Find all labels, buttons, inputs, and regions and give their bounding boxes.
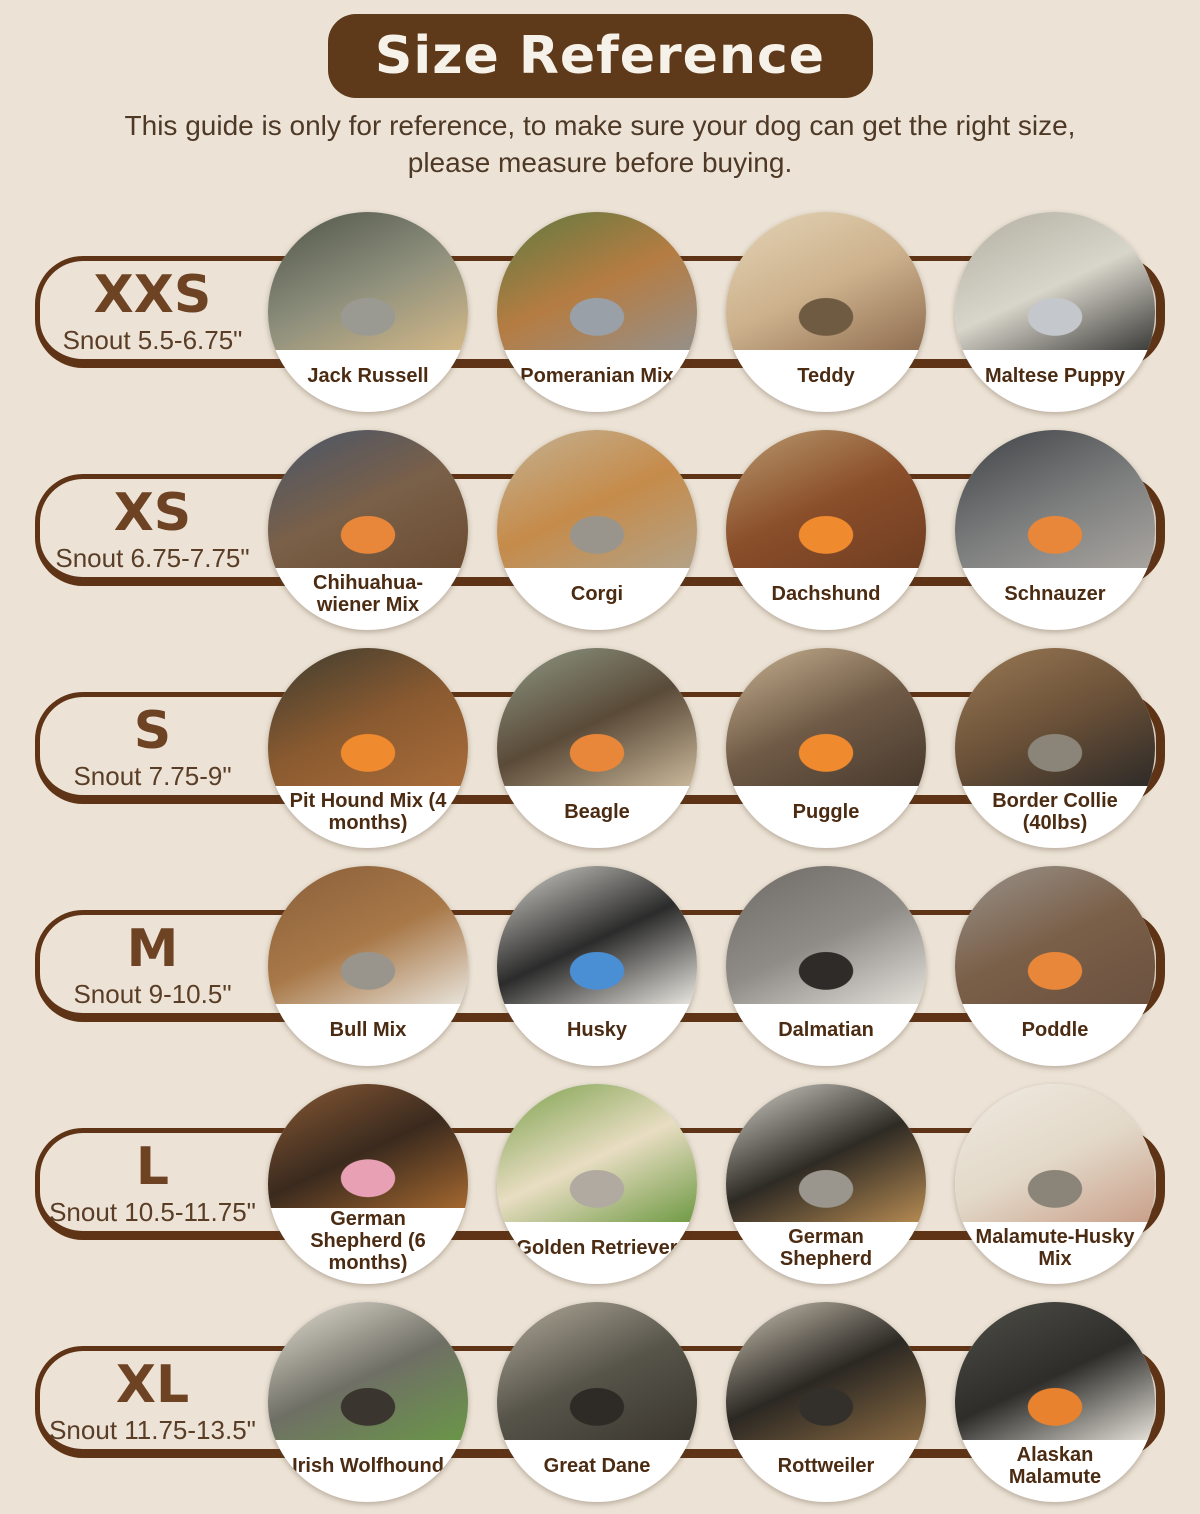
page-header <box>0 14 1200 182</box>
dog-card <box>497 866 697 1066</box>
dog-name: Great Dane <box>543 1455 651 1477</box>
dog-name: Beagle <box>564 801 630 823</box>
dog-name: Jack Russell <box>307 365 429 387</box>
dog-card <box>955 648 1155 848</box>
dog-name: Malamute-Husky Mix <box>975 1226 1135 1270</box>
dog-card <box>268 866 468 1066</box>
size-row-xs <box>0 422 1200 640</box>
dog-card <box>726 212 926 412</box>
dog-name: Pit Hound Mix (4 months) <box>289 790 447 834</box>
dog-name: Border Collie (40lbs) <box>992 790 1118 834</box>
dog-card <box>955 430 1155 630</box>
dog-name: Alaskan Malamute <box>1008 1444 1102 1488</box>
dog-name: Chihuahua-wiener Mix <box>313 572 423 616</box>
dog-photo <box>726 866 926 1004</box>
dog-card <box>268 430 468 630</box>
dog-photo <box>955 1302 1155 1440</box>
size-label-box <box>40 910 265 1022</box>
size-label-box <box>40 1346 265 1458</box>
size-row-m <box>0 858 1200 1076</box>
dog-card <box>268 1084 468 1284</box>
dog-photo <box>955 212 1155 350</box>
dog-photo <box>268 1084 468 1208</box>
dog-photo <box>497 1302 697 1440</box>
dog-name: Schnauzer <box>1004 583 1106 605</box>
dog-card <box>726 866 926 1066</box>
dog-photo <box>497 866 697 1004</box>
size-row-l <box>0 1076 1200 1294</box>
dog-photo <box>955 866 1155 1004</box>
dog-name: Pomeranian Mix <box>520 365 674 387</box>
dog-card <box>268 648 468 848</box>
dog-photo <box>726 430 926 568</box>
dog-card <box>726 648 926 848</box>
size-label: XXS <box>93 264 212 325</box>
dog-card <box>726 1084 926 1284</box>
dog-name: Irish Wolfhound <box>292 1455 444 1477</box>
size-label-box <box>40 474 265 586</box>
dog-card <box>726 1302 926 1502</box>
size-row-xl <box>0 1294 1200 1512</box>
dog-name: Bull Mix <box>329 1019 407 1041</box>
subtitle-line-1: This guide is only for reference, to make sure your dog can get the right size, <box>124 110 1076 141</box>
size-label-box <box>40 256 265 368</box>
size-rows <box>0 204 1200 1512</box>
size-label: L <box>135 1136 170 1197</box>
dog-name: Poddle <box>1021 1019 1089 1041</box>
dog-card <box>497 430 697 630</box>
dog-name: German Shepherd (6 months) <box>310 1208 426 1274</box>
dog-name: Maltese Puppy <box>984 365 1126 387</box>
subtitle-line-2: please measure before buying. <box>407 146 793 178</box>
dog-photo <box>955 430 1155 568</box>
dog-card <box>955 212 1155 412</box>
dog-name: Teddy <box>797 365 855 387</box>
dog-photo <box>268 648 468 786</box>
dog-photo <box>497 212 697 350</box>
dog-name: German Shepherd <box>779 1226 873 1270</box>
size-label-box <box>40 692 265 804</box>
dog-photo <box>268 1302 468 1440</box>
dog-card <box>955 866 1155 1066</box>
page-title: Size Reference <box>374 26 826 86</box>
dog-name: Husky <box>566 1019 628 1041</box>
dog-photo <box>497 648 697 786</box>
size-label: S <box>133 700 172 761</box>
dog-card <box>497 212 697 412</box>
page-subtitle <box>0 108 1200 182</box>
size-row-xxs <box>0 204 1200 422</box>
snout-range: Snout 5.5-6.75" <box>62 324 243 355</box>
dog-name: Puggle <box>792 801 860 823</box>
dog-photo <box>497 1084 697 1222</box>
snout-range: Snout 11.75-13.5" <box>49 1414 256 1445</box>
dog-photo <box>955 1084 1155 1222</box>
snout-range: Snout 6.75-7.75" <box>55 542 250 573</box>
dog-name: Dachshund <box>771 583 881 605</box>
dog-photo <box>497 430 697 568</box>
dog-card <box>497 1302 697 1502</box>
dog-card <box>955 1084 1155 1284</box>
snout-range: Snout 7.75-9" <box>73 760 232 791</box>
dog-name: Corgi <box>570 583 624 605</box>
size-label-box <box>40 1128 265 1240</box>
dog-card <box>955 1302 1155 1502</box>
dog-photo <box>268 866 468 1004</box>
title-banner <box>328 14 873 98</box>
dog-photo <box>268 430 468 568</box>
dog-photo <box>726 212 926 350</box>
size-label: M <box>126 918 179 979</box>
dog-card <box>497 1084 697 1284</box>
snout-range: Snout 10.5-11.75" <box>49 1196 256 1227</box>
dog-photo <box>726 1084 926 1222</box>
dog-name: Dalmatian <box>778 1019 874 1041</box>
dog-card <box>726 430 926 630</box>
dog-name: Golden Retriever <box>516 1237 678 1259</box>
size-row-s <box>0 640 1200 858</box>
dog-name: Rottweiler <box>777 1455 875 1477</box>
dog-photo <box>268 212 468 350</box>
dog-card <box>268 1302 468 1502</box>
dog-photo <box>955 648 1155 786</box>
size-label: XL <box>115 1354 190 1415</box>
snout-range: Snout 9-10.5" <box>73 978 232 1009</box>
size-label: XS <box>113 482 192 543</box>
dog-photo <box>726 648 926 786</box>
dog-photo <box>726 1302 926 1440</box>
dog-card <box>497 648 697 848</box>
dog-card <box>268 212 468 412</box>
